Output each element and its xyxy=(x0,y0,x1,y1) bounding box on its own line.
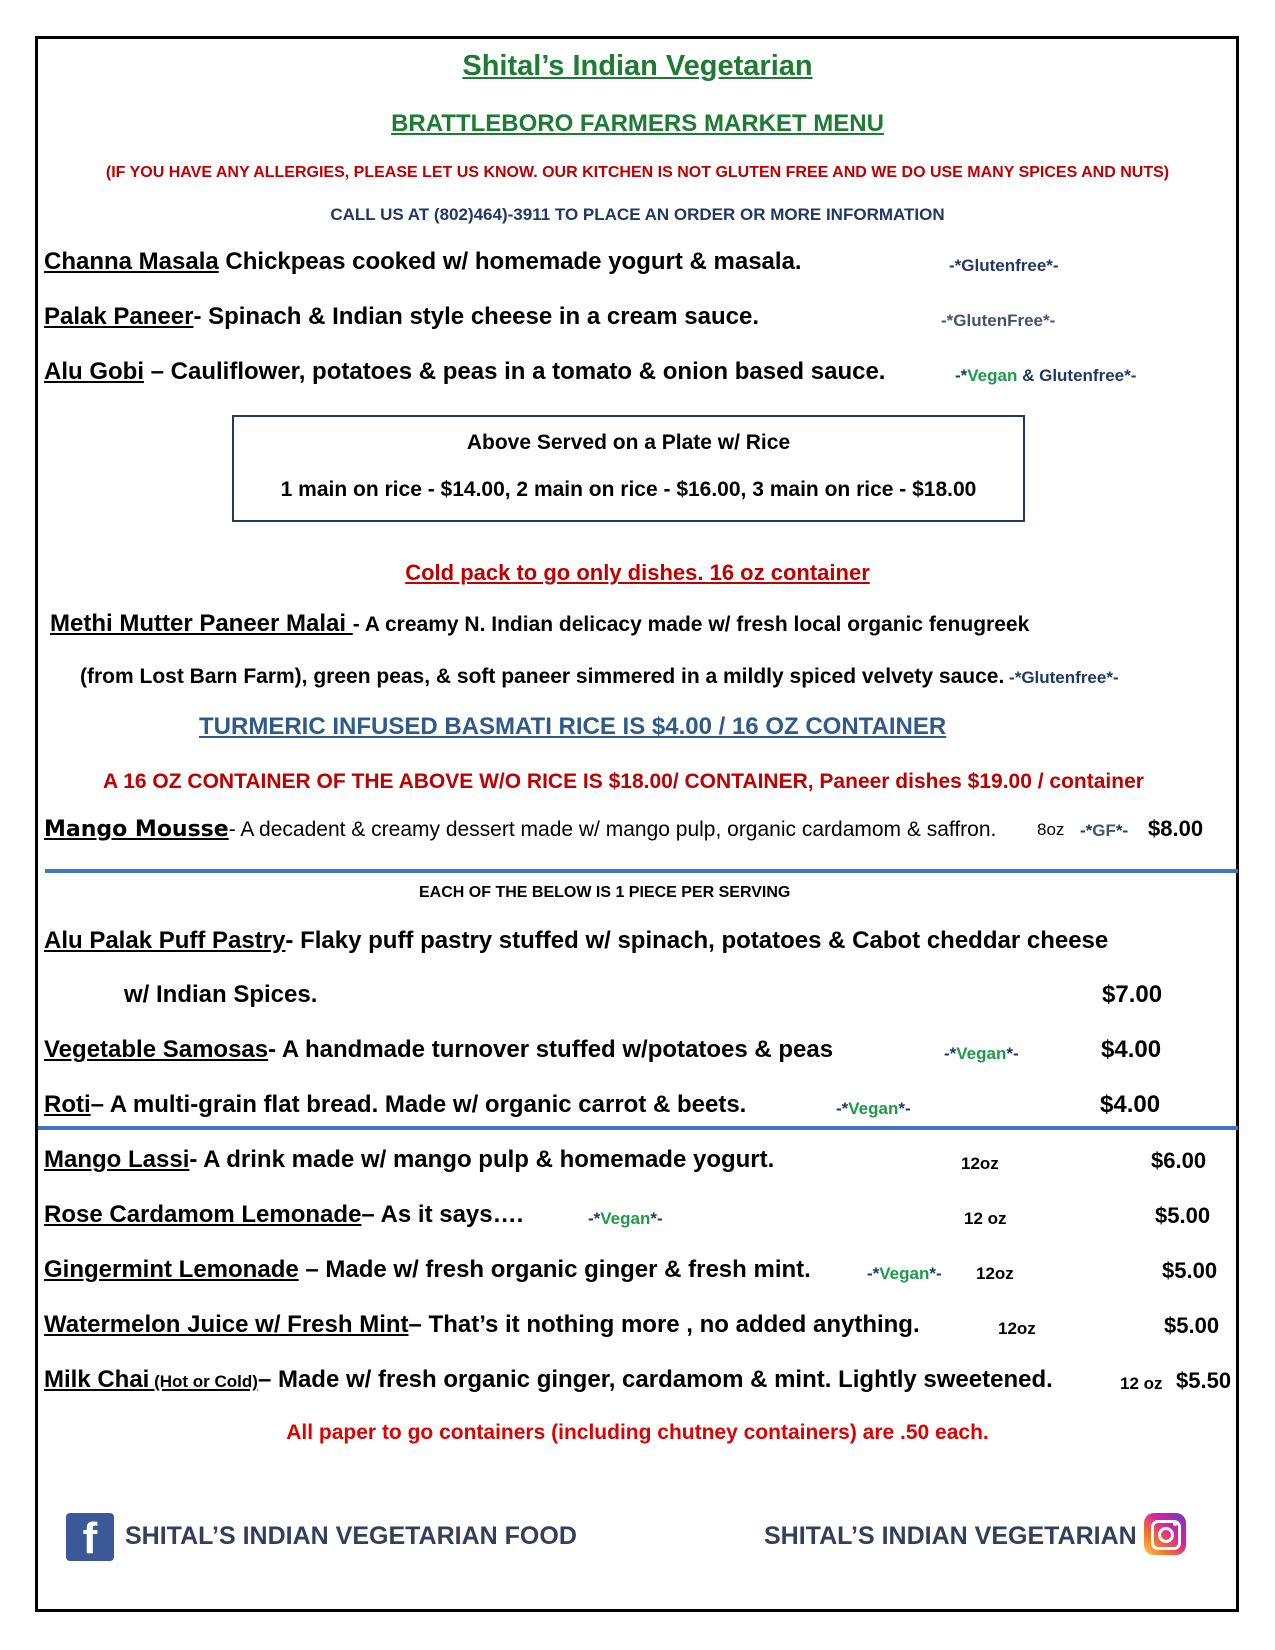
item-name: Roti xyxy=(44,1091,91,1118)
facebook-icon[interactable]: f xyxy=(66,1513,114,1561)
puff-price: $7.00 xyxy=(1102,981,1163,1008)
item-name: Mango Lassi xyxy=(44,1146,190,1173)
tag-prefix: -* xyxy=(955,366,968,385)
gf-label: GF xyxy=(1092,821,1116,840)
glutenfree-tag: -*Glutenfree*- xyxy=(949,256,1059,275)
mousse-price: $8.00 xyxy=(1148,816,1204,841)
mousse-size: 8oz xyxy=(1037,820,1065,839)
tag-prefix: -* xyxy=(1080,821,1093,840)
tag-suffix: *- xyxy=(1115,821,1129,840)
samosa-price: $4.00 xyxy=(1101,1036,1162,1063)
item-name: Watermelon Juice w/ Fresh Mint xyxy=(44,1311,409,1338)
vegan-label: Vegan xyxy=(956,1044,1007,1063)
item-name: Alu Palak Puff Pastry xyxy=(44,927,286,954)
vegan-tag xyxy=(836,1099,911,1119)
methi-description-line-2 xyxy=(80,665,1119,689)
instagram-label: SHITAL’S INDIAN VEGETARIAN xyxy=(764,1522,1137,1550)
puff-description-line-2: w/ Indian Spices. xyxy=(124,981,318,1008)
item-name: Vegetable Samosas xyxy=(44,1036,269,1063)
tag-suffix: *- xyxy=(650,1209,663,1228)
menu-item-palak-paneer xyxy=(44,303,759,331)
item-name-text: Milk Chai xyxy=(44,1366,150,1393)
glutenfree-tag: -*GlutenFree*- xyxy=(941,311,1056,330)
drink-price: $5.00 xyxy=(1162,1258,1218,1283)
item-name: Alu Gobi xyxy=(44,358,144,385)
drink-size: 12 oz xyxy=(964,1209,1007,1228)
drink-size: 12oz xyxy=(961,1154,999,1173)
rice-note: TURMERIC INFUSED BASMATI RICE IS $4.00 / 16 OZ CONTAINER xyxy=(199,713,947,740)
container-price-note: A 16 OZ CONTAINER OF THE ABOVE W/O RICE IS $18.00/ CONTAINER, Paneer dishes $19.00 / container xyxy=(103,770,1144,793)
item-description: – Made w/ fresh organic ginger, cardamom & mint. Lightly sweetened. xyxy=(257,1366,1053,1393)
item-name: Rose Cardamom Lemonade xyxy=(44,1201,362,1228)
plate-box-heading: Above Served on a Plate w/ Rice xyxy=(466,431,791,454)
item-description: – Made w/ fresh organic ginger & fresh mint. xyxy=(298,1256,811,1283)
paper-container-note: All paper to go containers (including chutney containers) are .50 each. xyxy=(286,1421,989,1444)
tag-suffix: *- xyxy=(929,1264,942,1283)
cold-pack-heading: Cold pack to go only dishes. 16 oz container xyxy=(405,560,870,585)
menu-item-vegetable-samosas xyxy=(44,1036,833,1064)
menu-subtitle: BRATTLEBORO FARMERS MARKET MENU xyxy=(391,110,884,137)
vegan-glutenfree-tag xyxy=(955,366,1136,386)
vegan-label: Vegan xyxy=(848,1099,899,1118)
tag-prefix: -* xyxy=(836,1099,849,1118)
plate-pricing-box xyxy=(232,415,1025,522)
menu-item-methi-mutter-paneer-malai xyxy=(50,610,1029,638)
vegan-tag xyxy=(588,1209,663,1229)
page-title: Shital’s Indian Vegetarian xyxy=(462,50,813,82)
menu-item-alu-gobi xyxy=(44,358,885,386)
item-description: – As it says…. xyxy=(361,1201,524,1228)
vegan-tag xyxy=(944,1044,1019,1064)
item-name: Gingermint Lemonade xyxy=(44,1256,299,1283)
item-name xyxy=(44,1366,258,1393)
menu-item-roti xyxy=(44,1091,746,1119)
facebook-label: SHITAL’S INDIAN VEGETARIAN FOOD xyxy=(125,1522,577,1550)
plate-box-prices: 1 main on rice - $14.00, 2 main on rice - $16.00, 3 main on rice - $18.00 xyxy=(280,478,977,501)
tag-suffix: *- xyxy=(898,1099,911,1118)
item-name: Channa Masala xyxy=(44,248,219,275)
glutenfree-tag: -*Glutenfree*- xyxy=(1004,668,1119,687)
tag-prefix: -* xyxy=(867,1264,880,1283)
item-description: - A decadent & creamy dessert made w/ mango pulp, organic cardamom & saffron. xyxy=(228,818,997,841)
item-description: (from Lost Barn Farm), green peas, & soft paneer simmered in a mildly spiced velvety sauce. xyxy=(80,665,1005,688)
tag-suffix: *- xyxy=(1006,1044,1019,1063)
item-description: – A multi-grain flat bread. Made w/ organic carrot & beets. xyxy=(90,1091,747,1118)
item-description: - Flaky puff pastry stuffed w/ spinach, potatoes & Cabot cheddar cheese xyxy=(285,927,1109,954)
instagram-icon[interactable] xyxy=(1144,1513,1186,1555)
item-description: – Cauliflower, potatoes & peas in a tomato & onion based sauce. xyxy=(143,358,886,385)
menu-item-mango-mousse xyxy=(44,817,996,842)
vegan-label: Vegan xyxy=(967,366,1018,385)
section-divider xyxy=(45,869,1238,873)
drink-price: $5.00 xyxy=(1155,1203,1211,1228)
item-description: – That’s it nothing more , no added anything. xyxy=(408,1311,920,1338)
vegan-tag xyxy=(867,1264,942,1284)
roti-price: $4.00 xyxy=(1100,1091,1161,1118)
gf-tag xyxy=(1080,821,1128,841)
drink-size: 12oz xyxy=(998,1319,1036,1338)
item-description: - Spinach & Indian style cheese in a cream sauce. xyxy=(193,303,760,330)
tag-prefix: -* xyxy=(588,1209,601,1228)
drink-size: 12 oz xyxy=(1120,1374,1163,1393)
menu-item-rose-cardamom-lemonade xyxy=(44,1201,523,1229)
item-name: Palak Paneer xyxy=(44,303,194,330)
menu-item-milk-chai xyxy=(44,1366,1053,1394)
item-name: Methi Mutter Paneer Malai xyxy=(50,610,353,637)
item-name: Mango Mousse xyxy=(44,817,229,842)
drink-price: $6.00 xyxy=(1151,1148,1207,1173)
drink-size: 12oz xyxy=(976,1264,1014,1283)
vegan-label: Vegan xyxy=(600,1209,651,1228)
menu-item-watermelon-juice xyxy=(44,1311,920,1339)
item-description: - A creamy N. Indian delicacy made w/ fresh local organic fenugreek xyxy=(352,613,1030,636)
menu-item-gingermint-lemonade xyxy=(44,1256,811,1284)
pieces-heading: EACH OF THE BELOW IS 1 PIECE PER SERVING xyxy=(419,884,791,901)
item-description: - A drink made w/ mango pulp & homemade yogurt. xyxy=(189,1146,775,1173)
menu-item-alu-palak-puff-pastry xyxy=(44,927,1108,955)
drink-price: $5.50 xyxy=(1176,1368,1232,1393)
item-description: Chickpeas cooked w/ homemade yogurt & masala. xyxy=(218,248,802,275)
tag-prefix: -* xyxy=(944,1044,957,1063)
tag-suffix: & Glutenfree*- xyxy=(1017,366,1137,385)
item-hint: (Hot or Cold) xyxy=(149,1372,258,1391)
allergy-note: (IF YOU HAVE ANY ALLERGIES, PLEASE LET US KNOW. OUR KITCHEN IS NOT GLUTEN FREE AND WE DO USE MANY SPICES AND NUTS) xyxy=(105,164,1170,181)
menu-item-mango-lassi xyxy=(44,1146,774,1174)
call-note: CALL US AT (802)464)-3911 TO PLACE AN ORDER OR MORE INFORMATION xyxy=(330,205,945,224)
item-description: - A handmade turnover stuffed w/potatoes & peas xyxy=(268,1036,834,1063)
vegan-label: Vegan xyxy=(879,1264,930,1283)
drink-price: $5.00 xyxy=(1164,1313,1220,1338)
menu-item-channa-masala xyxy=(44,248,802,276)
section-divider xyxy=(38,1126,1238,1130)
